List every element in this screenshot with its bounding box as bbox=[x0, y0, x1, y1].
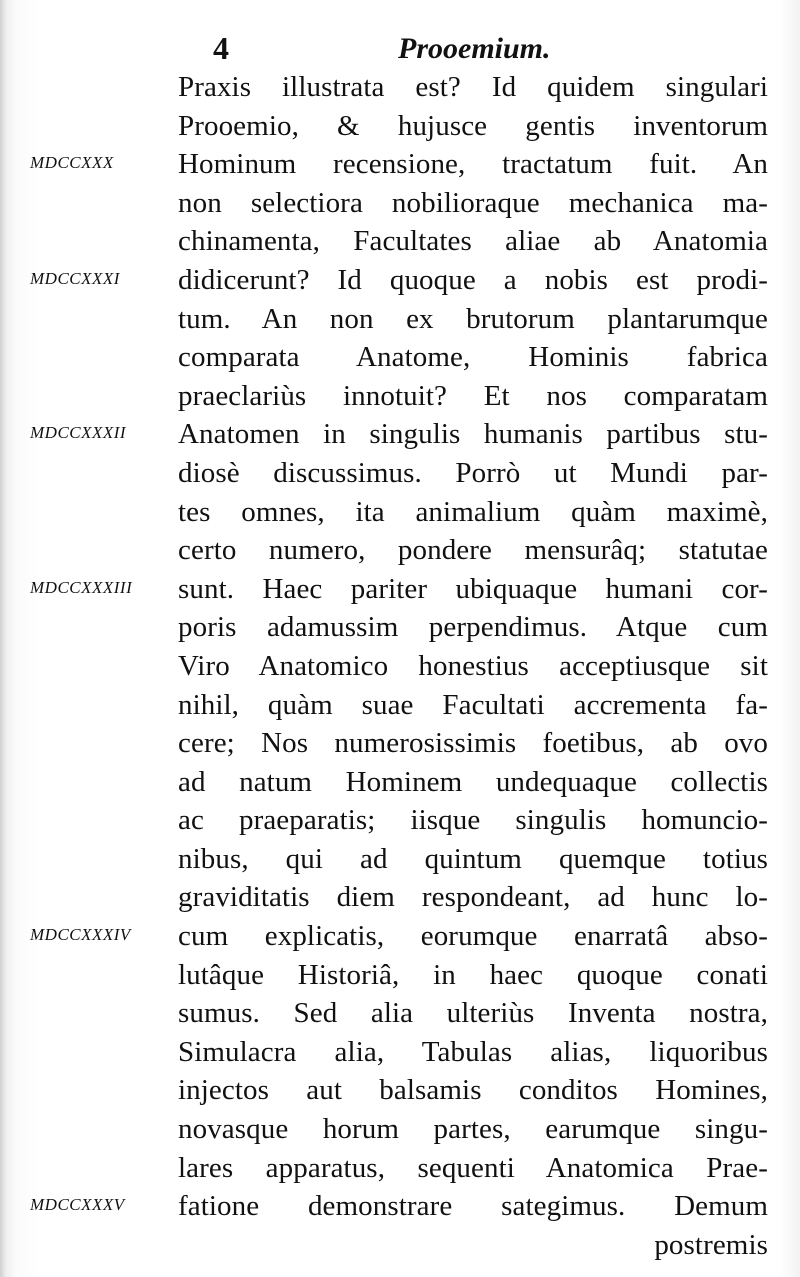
text-line: Viro Anatomico honestius acceptiusque sit bbox=[178, 649, 768, 682]
text-line: fatione demonstrare sategimus. Demum bbox=[178, 1190, 768, 1223]
text-line: cere; Nos numerosissimis foetibus, ab ovo bbox=[178, 727, 768, 760]
text-line: ac praeparatis; iisque singulis homuncio- bbox=[178, 804, 768, 837]
text-line: tum. An non ex brutorum plantarumque bbox=[178, 302, 768, 335]
text-line: didicerunt? Id quoque a nobis est prodi- bbox=[178, 263, 768, 296]
text-line: certo numero, pondere mensurâq; statutae bbox=[178, 534, 768, 567]
text-line: injectos aut balsamis conditos Homines, bbox=[178, 1074, 768, 1107]
text-line: comparata Anatome, Hominis fabrica bbox=[178, 341, 768, 374]
text-line: Prooemio, & hujusce gentis inventorum bbox=[178, 109, 768, 142]
text-line: novasque horum partes, earumque singu- bbox=[178, 1113, 768, 1146]
text-line: nihil, quàm suae Facultati accrementa fa- bbox=[178, 688, 768, 721]
text-line: sumus. Sed alia ulteriùs Inventa nostra, bbox=[178, 997, 768, 1030]
text-line: poris adamussim perpendimus. Atque cum bbox=[178, 611, 768, 644]
text-line: lutâque Historiâ, in haec quoque conati bbox=[178, 958, 768, 991]
text-line: sunt. Haec pariter ubiquaque humani cor- bbox=[178, 572, 768, 605]
text-line: graviditatis diem respondeant, ad hunc lo- bbox=[178, 881, 768, 914]
running-head: Prooemium. bbox=[398, 32, 551, 65]
text-line: ad natum Hominem undequaque collectis bbox=[178, 765, 768, 798]
margin-note-year: MDCCXXXIII bbox=[30, 577, 133, 597]
page-number: 4 bbox=[213, 30, 229, 66]
body-text bbox=[178, 68, 768, 1264]
margin-note-year: MDCCXXXII bbox=[30, 423, 127, 443]
text-line: postremis bbox=[654, 1228, 768, 1261]
margin-note-year: MDCCXXXV bbox=[30, 1195, 125, 1215]
text-line: Praxis illustrata est? Id quidem singulari bbox=[178, 71, 768, 103]
margin-notes bbox=[0, 0, 180, 1277]
text-line: lares apparatus, sequenti Anatomica Prae- bbox=[178, 1151, 768, 1184]
text-line: Simulacra alia, Tabulas alias, liquoribus bbox=[178, 1035, 768, 1068]
text-line: tes omnes, ita animalium quàm maximè, bbox=[178, 495, 768, 528]
text-line: chinamenta, Facultates aliae ab Anatomia bbox=[178, 225, 768, 258]
text-line: non selectiora nobilioraque mechanica ma- bbox=[178, 186, 768, 219]
margin-note-year: MDCCXXXI bbox=[30, 269, 120, 288]
text-line: Hominum recensione, tractatum fuit. An bbox=[178, 148, 768, 181]
text-line: diosè discussimus. Porrò ut Mundi par- bbox=[178, 456, 768, 489]
text-line: praeclariùs innotuit? Et nos comparatam bbox=[178, 379, 768, 412]
margin-note-year: MDCCXXXIV bbox=[30, 925, 131, 945]
margin-note-year: MDCCXXX bbox=[30, 153, 114, 173]
text-line: Anatomen in singulis humanis partibus stu- bbox=[178, 418, 768, 451]
text-line: cum explicatis, eorumque enarratâ abso- bbox=[178, 920, 768, 953]
text-line: nibus, qui ad quintum quemque totius bbox=[178, 842, 768, 875]
